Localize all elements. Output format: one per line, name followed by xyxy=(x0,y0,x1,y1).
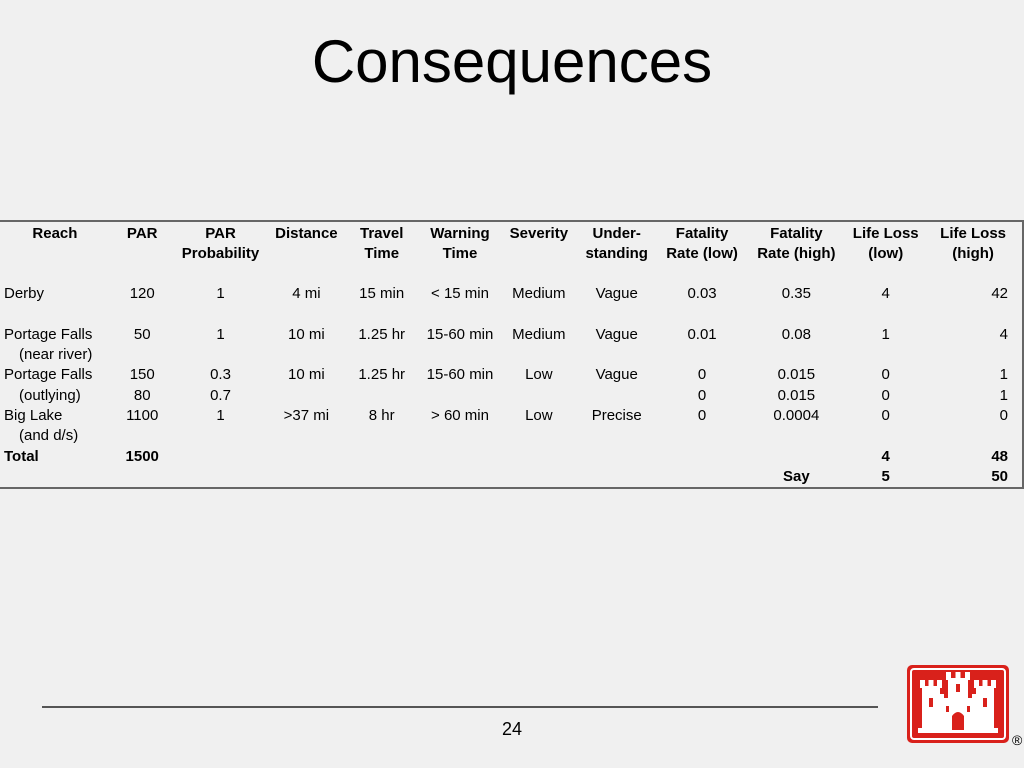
header-fatality-low: Fatality xyxy=(675,225,729,242)
say-label: Say xyxy=(783,467,810,485)
cell-par-probability: 1 xyxy=(216,325,225,343)
header-travel-time: Travel xyxy=(360,225,404,242)
footer-divider xyxy=(42,706,878,708)
total-life-loss-high: 48 xyxy=(991,447,1008,465)
cell-par: 1100 xyxy=(126,407,159,425)
header-distance: Distance xyxy=(275,225,338,242)
cell-reach: Portage Falls xyxy=(4,325,93,343)
cell-fatality-high: 0.015 xyxy=(777,386,816,404)
cell-distance: >37 mi xyxy=(283,407,330,425)
table-row xyxy=(0,325,1022,345)
header-life-loss-high: Life Loss xyxy=(940,225,1007,242)
say-row xyxy=(0,467,1022,487)
cell-reach: (near river) xyxy=(19,346,93,364)
cell-travel-time: 1.25 hr xyxy=(358,325,406,343)
cell-reach: Portage Falls xyxy=(4,366,93,384)
cell-reach: (and d/s) xyxy=(19,427,79,445)
header-warning-time: Warning xyxy=(430,225,490,242)
cell-warning-time: > 60 min xyxy=(431,407,489,425)
cell-par-probability: 0.3 xyxy=(210,366,231,384)
header-par-line2 xyxy=(110,244,175,264)
cell-life-loss-low: 1 xyxy=(881,325,890,343)
cell-fatality-high: 0.015 xyxy=(777,366,816,384)
header-severity-line2 xyxy=(503,244,575,264)
header-warning-time-line2: Time xyxy=(442,245,478,262)
cell-life-loss-high: 4 xyxy=(999,325,1008,343)
say-life-loss-low: 5 xyxy=(881,467,890,485)
cell-fatality-low: 0 xyxy=(697,366,707,384)
table-row xyxy=(0,365,1022,385)
total-life-loss-low: 4 xyxy=(881,447,890,465)
say-life-loss-high: 50 xyxy=(991,467,1008,485)
cell-fatality-high: 0.08 xyxy=(781,325,811,343)
header-fatality-high-line2: Rate (high) xyxy=(757,245,836,262)
header-life-loss-low: Life Loss xyxy=(852,225,919,242)
cell-life-loss-high: 1 xyxy=(999,386,1008,404)
table-row xyxy=(0,284,1022,304)
header-par-probability: PAR xyxy=(205,225,236,242)
cell-travel-time: 8 hr xyxy=(368,407,395,425)
cell-fatality-low: 0 xyxy=(697,386,707,404)
header-understanding: Under- xyxy=(592,225,641,242)
header-row-2 xyxy=(0,244,1022,264)
header-severity: Severity xyxy=(509,225,569,242)
consequences-table-container xyxy=(0,220,1024,489)
cell-distance: 10 mi xyxy=(288,366,325,384)
cell-fatality-high: 0.0004 xyxy=(773,407,820,425)
cell-understanding: Vague xyxy=(595,285,638,303)
slide-title: Consequences xyxy=(311,28,713,95)
cell-fatality-low: 0.01 xyxy=(687,325,717,343)
cell-warning-time: < 15 min xyxy=(431,285,489,303)
cell-par-probability: 1 xyxy=(216,407,225,425)
cell-distance: 4 mi xyxy=(292,285,321,303)
cell-distance: 10 mi xyxy=(288,325,325,343)
cell-understanding: Vague xyxy=(595,366,638,384)
consequences-table xyxy=(0,222,1022,487)
table-row xyxy=(0,386,1022,406)
table-row xyxy=(0,345,1022,365)
cell-par: 120 xyxy=(129,285,155,303)
cell-fatality-low: 0 xyxy=(697,407,707,425)
cell-life-loss-high: 1 xyxy=(999,366,1008,384)
total-label: Total xyxy=(4,447,39,465)
cell-par: 80 xyxy=(133,386,151,404)
cell-understanding: Precise xyxy=(591,407,642,425)
header-par: PAR xyxy=(126,225,158,242)
cell-reach: (outlying) xyxy=(19,386,81,404)
cell-severity: Medium xyxy=(512,285,566,303)
page-number: 24 xyxy=(501,719,523,739)
header-fatality-high: Fatality xyxy=(770,225,823,242)
header-distance-line2 xyxy=(266,244,346,264)
cell-life-loss-high: 42 xyxy=(991,285,1008,303)
cell-severity: Low xyxy=(525,366,553,384)
cell-travel-time: 1.25 hr xyxy=(358,366,406,384)
cell-travel-time: 15 min xyxy=(359,285,405,303)
spacer-row xyxy=(0,305,1022,325)
cell-reach: Derby xyxy=(4,285,45,303)
cell-life-loss-low: 0 xyxy=(881,366,890,384)
header-reach: Reach xyxy=(32,225,78,242)
cell-par: 50 xyxy=(133,325,151,343)
header-reach-line2 xyxy=(0,244,110,264)
header-travel-time-line2: Time xyxy=(364,245,400,262)
header-life-loss-low-line2: (low) xyxy=(868,245,904,262)
header-row-1 xyxy=(0,222,1022,244)
cell-fatality-low: 0.03 xyxy=(687,285,717,303)
spacer-row xyxy=(0,264,1022,284)
header-par-probability-line2: Probability xyxy=(181,245,260,262)
table-row xyxy=(0,426,1022,446)
cell-life-loss-high: 0 xyxy=(999,407,1008,425)
cell-par-probability: 0.7 xyxy=(210,386,231,404)
cell-par: 150 xyxy=(129,366,155,384)
cell-par-probability: 1 xyxy=(216,285,225,303)
cell-life-loss-low: 0 xyxy=(881,407,890,425)
cell-life-loss-low: 4 xyxy=(881,285,890,303)
header-life-loss-high-line2: (high) xyxy=(952,245,994,262)
table-row xyxy=(0,406,1022,426)
cell-severity: Low xyxy=(525,407,553,425)
castle-logo-icon xyxy=(906,664,1010,744)
cell-warning-time: 15-60 min xyxy=(426,325,494,343)
total-par: 1500 xyxy=(125,447,159,465)
cell-understanding: Vague xyxy=(595,325,638,343)
cell-fatality-high: 0.35 xyxy=(781,285,811,303)
header-understanding-line2: standing xyxy=(585,245,648,262)
cell-warning-time: 15-60 min xyxy=(426,366,494,384)
header-fatality-low-line2: Rate (low) xyxy=(666,245,738,262)
cell-life-loss-low: 0 xyxy=(881,386,890,404)
total-row xyxy=(0,447,1022,467)
cell-reach: Big Lake xyxy=(4,407,63,425)
registered-mark: ® xyxy=(1012,732,1023,748)
cell-severity: Medium xyxy=(512,325,566,343)
